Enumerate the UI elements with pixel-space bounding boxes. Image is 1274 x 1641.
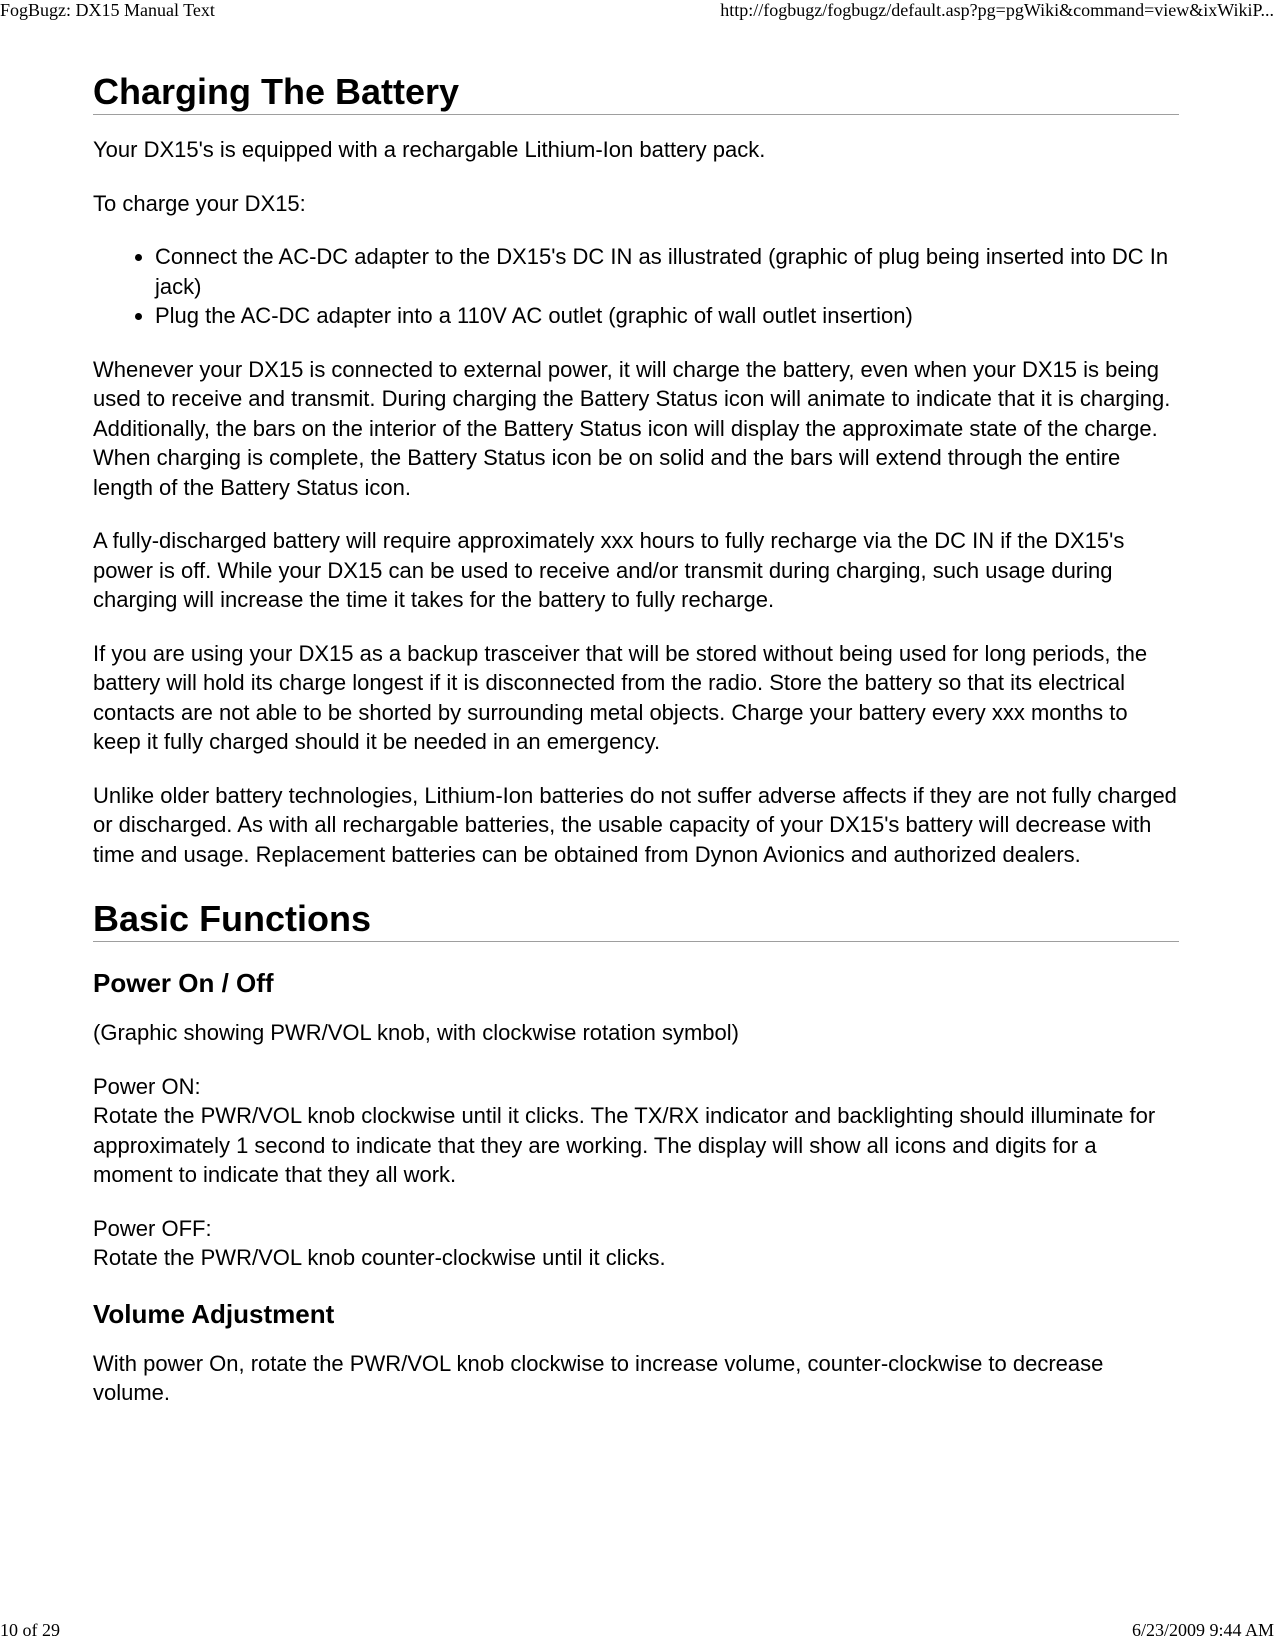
heading-basic-functions: Basic Functions — [93, 897, 1179, 942]
paragraph-graphic-note: (Graphic showing PWR/VOL knob, with clockwise rotation symbol) — [93, 1020, 739, 1045]
charging-steps-list — [93, 242, 1179, 331]
paragraph-power-on — [93, 1072, 1179, 1190]
power-off-text: Rotate the PWR/VOL knob counter-clockwise until it clicks. — [93, 1245, 666, 1270]
paragraph-intro: Your DX15's is equipped with a rechargable Lithium-Ion battery pack. — [93, 137, 766, 162]
print-header — [0, 0, 1274, 22]
paragraph-backup: If you are using your DX15 as a backup trasceiver that will be stored without being used for long periods, the battery will hold its charge longest if it is disconnected from the radio. Store the battery so that its electrical contacts are not able to be shorted by surrounding metal objects. Charge your battery every xxx months to keep it fully charged should it be needed in an emergency. — [93, 640, 1148, 754]
power-off-label: Power OFF: — [93, 1215, 212, 1241]
list-item: • Connect the AC-DC adapter to the DX15's DC IN as illustrated (graphic of plug being inserted into DC In jack) — [155, 242, 1179, 301]
paragraph-to-charge: To charge your DX15: — [93, 190, 306, 216]
heading-volume-adjustment: Volume Adjustment — [93, 1298, 335, 1329]
print-datetime: 6/23/2009 9:44 AM — [1131, 1620, 1274, 1640]
heading-power-on-off: Power On / Off — [93, 968, 274, 998]
power-on-text: Rotate the PWR/VOL knob clockwise until it clicks. The TX/RX indicator and backlighting should illuminate for approximately 1 second to indicate that they are working. The display will show all icons and digits for a moment to indicate that they all work. — [93, 1103, 1156, 1187]
print-footer — [0, 1619, 1274, 1641]
list-item: • Plug the AC-DC adapter into a 110V AC outlet (graphic of wall outlet insertion) — [155, 301, 1179, 331]
paragraph-power-off — [93, 1214, 1179, 1273]
paragraph-lithium-ion: Unlike older battery technologies, Lithium-Ion batteries do not suffer adverse affects if they are not fully charged or discharged. As with all rechargable batteries, the usable capacity of your DX15's battery will decrease with time and usage. Replacement batteries can be obtained from Dynon Avionics and authorized dealers. — [93, 782, 1177, 867]
paragraph-discharged: A fully-discharged battery will require approximately xxx hours to fully recharge via the DC IN if the DX15's power is off. While your DX15 can be used to receive and/or transmit during charging, such usage during charging will increase the time it takes for the battery to fully recharge. — [93, 528, 1125, 612]
paragraph-external-power: Whenever your DX15 is connected to external power, it will charge the battery, even when your DX15 is being used to receive and transmit. During charging the Battery Status icon will animate to indicate that it is charging. Additionally, the bars on the interior of the Battery Status icon will display the approximate state of the charge. When charging is complete, the Battery Status icon be on solid and the bars will extend through the entire length of the Battery Status icon. — [93, 356, 1171, 500]
wiki-content — [93, 70, 1179, 1432]
page-title: FogBugz: DX15 Manual Text — [0, 0, 215, 20]
power-on-label: Power ON: — [93, 1073, 201, 1099]
paragraph-volume: With power On, rotate the PWR/VOL knob clockwise to increase volume, counter-clockwise to decrease volume. — [93, 1350, 1104, 1405]
page-url: http://fogbugz/fogbugz/default.asp?pg=pgWiki&command=view&ixWikiP... — [720, 0, 1274, 20]
heading-charging-the-battery: Charging The Battery — [93, 70, 1179, 115]
page-number: 10 of 29 — [0, 1620, 60, 1640]
